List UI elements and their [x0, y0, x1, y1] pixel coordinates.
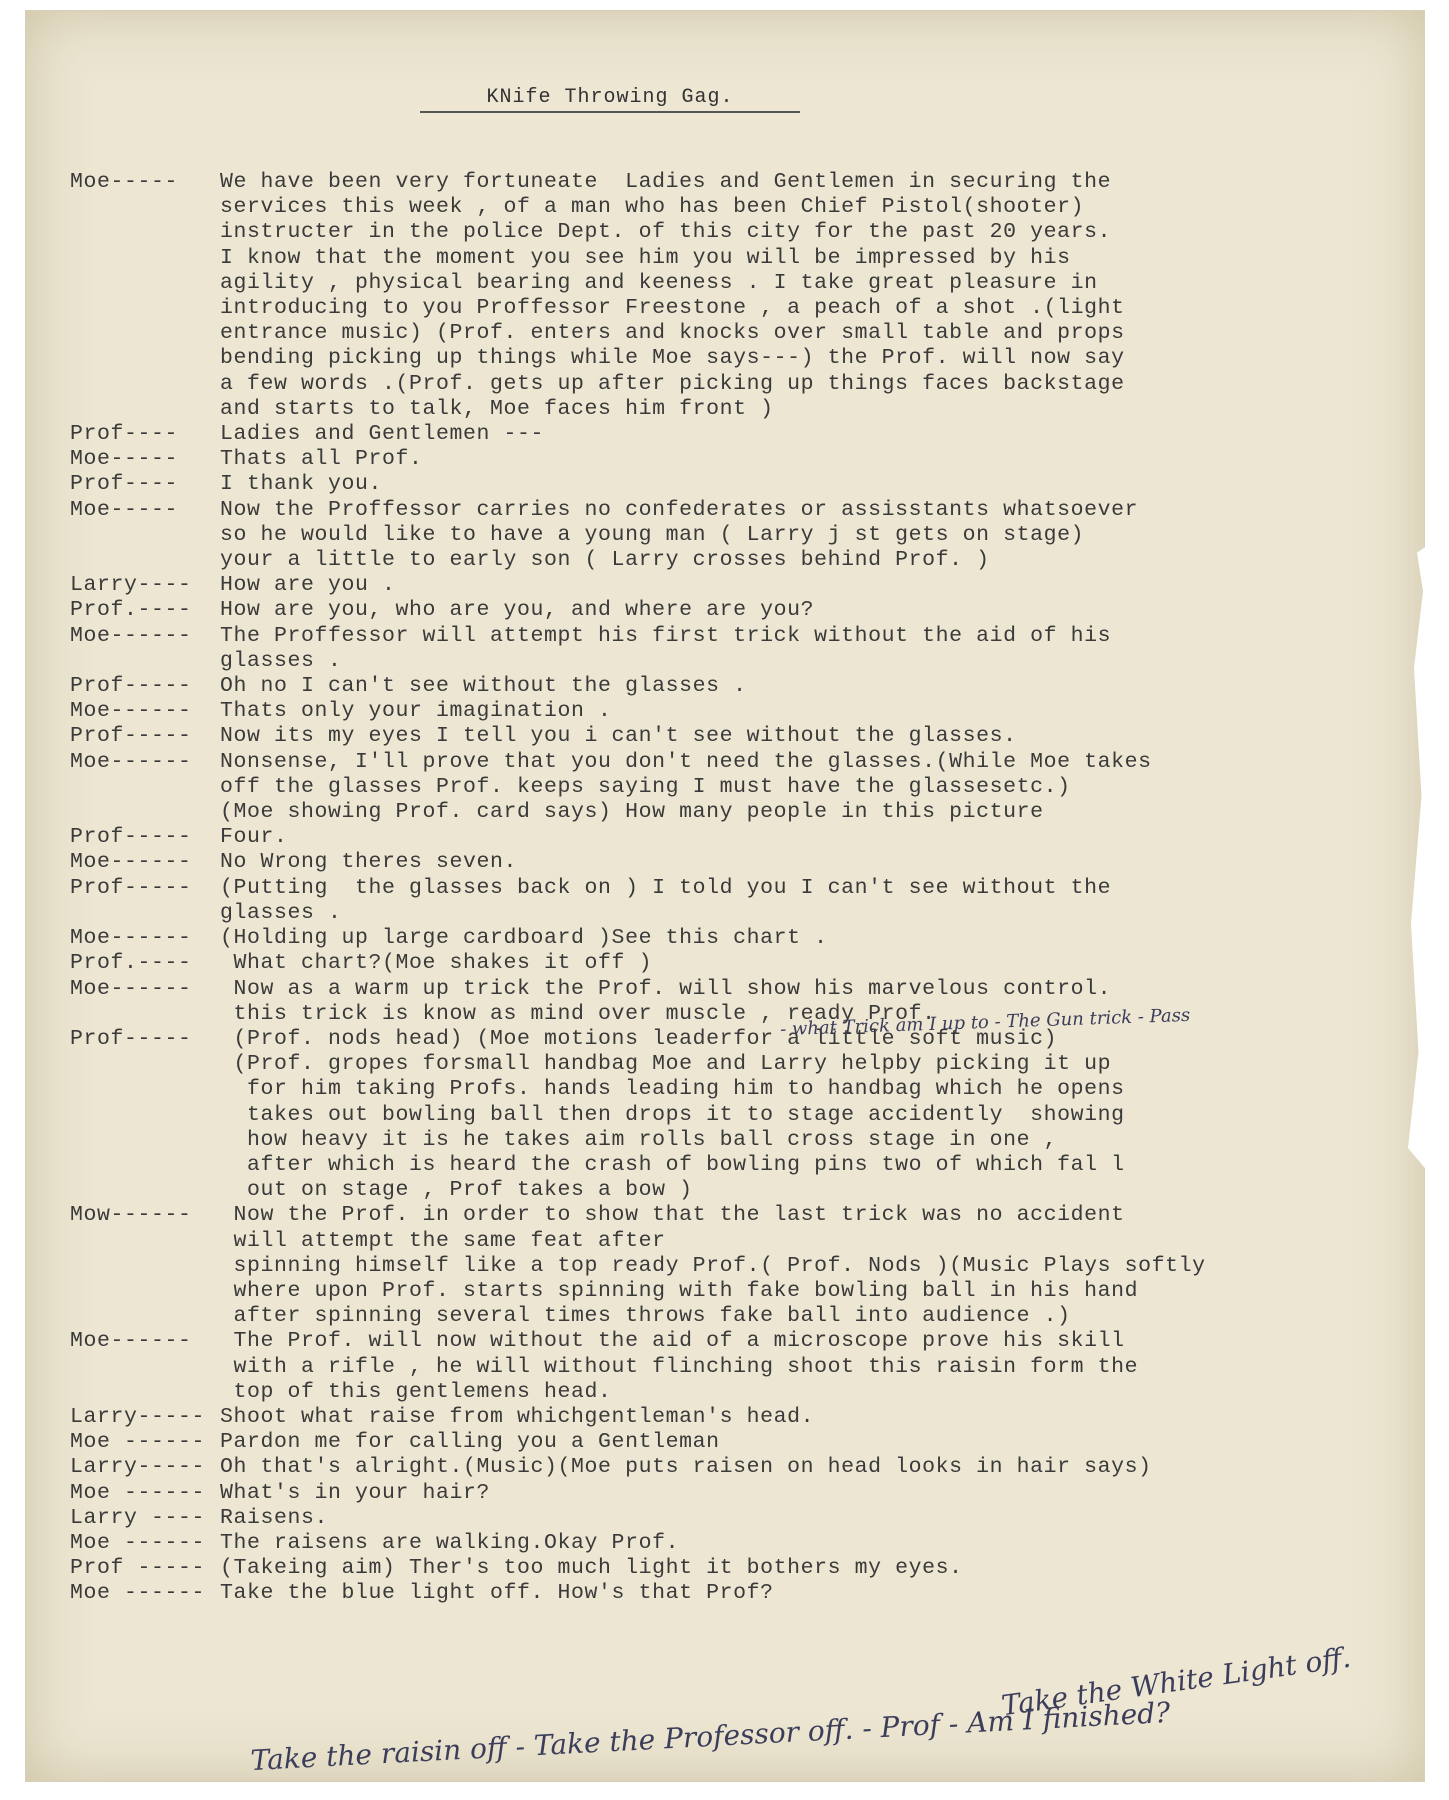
dialogue-text: after which is heard the crash of bowling pins two of which fal l — [220, 1152, 1125, 1177]
script-line — [70, 498, 1370, 523]
dialogue-text: instructer in the police Dept. of this city for the past 20 years. — [220, 220, 1112, 245]
script-line — [70, 926, 1370, 951]
script-line — [70, 850, 1370, 875]
speaker-label: Moe----- — [70, 170, 179, 194]
speaker-label: Moe------ — [70, 623, 192, 648]
dialogue-text: Now its my eyes I tell you i can't see without the glasses. — [220, 724, 1017, 749]
speaker-label: Moe------ — [70, 850, 192, 875]
script-line — [70, 901, 1370, 926]
dialogue-text: this trick is know as mind over muscle , ready Prof. — [220, 1001, 936, 1026]
script-line — [70, 876, 1370, 901]
dialogue-text: Oh no I can't see without the glasses . — [220, 674, 747, 699]
dialogue-text: your a little to early son ( Larry crosses behind Prof. ) — [220, 548, 990, 573]
speaker-label — [70, 1304, 220, 1329]
dialogue-text: The Prof. will now without the aid of a microscope prove his skill — [220, 1329, 1125, 1354]
dialogue-text: Take the blue light off. How's that Prof? — [220, 1581, 774, 1606]
script-line — [70, 598, 1370, 623]
script-line — [70, 372, 1370, 397]
speaker-label: Prof----- — [70, 724, 192, 749]
speaker-label — [70, 649, 220, 674]
speaker-label: Larry----- — [70, 1455, 206, 1480]
dialogue-text: (Putting the glasses back on ) I told you I can't see without the — [220, 875, 1112, 900]
speaker-label — [70, 372, 220, 397]
speaker-label — [70, 523, 220, 548]
script-line — [70, 951, 1370, 976]
script-line — [70, 724, 1370, 749]
script-line — [70, 1178, 1370, 1203]
document-title: KNife Throwing Gag. — [420, 86, 800, 113]
speaker-label: Prof----- — [70, 825, 192, 850]
speaker-label — [70, 775, 220, 800]
handwritten-note-white-light: Take the White Light off. — [999, 1640, 1353, 1723]
dialogue-text: Thats all Prof. — [220, 447, 423, 472]
dialogue-text: We have been very fortuneate Ladies and Gentlemen in securing the — [220, 170, 1112, 194]
dialogue-text: glasses . — [220, 900, 342, 925]
dialogue-text: glasses . — [220, 648, 342, 673]
dialogue-text: introducing to you Proffessor Freestone , a peach of a shot .(light — [220, 296, 1125, 321]
handwritten-note-bottom: Take the raisin off - Take the Professor off. - Prof - Am I finished? — [249, 1695, 1171, 1778]
speaker-label — [70, 1077, 220, 1102]
dialogue-text: top of this gentlemens head. — [220, 1379, 612, 1404]
speaker-label: Larry----- — [70, 1404, 206, 1429]
script-line — [70, 750, 1370, 775]
speaker-label: Moe ------ — [70, 1530, 206, 1555]
script-line — [70, 1254, 1370, 1279]
speaker-label: Moe ------ — [70, 1581, 206, 1606]
speaker-label — [70, 220, 220, 245]
script-line — [70, 523, 1370, 548]
dialogue-text: bending picking up things while Moe says---) the Prof. will now say — [220, 346, 1125, 371]
speaker-label: Prof----- — [70, 674, 192, 699]
speaker-label: Larry---- — [70, 573, 192, 598]
script-line — [70, 246, 1370, 271]
dialogue-text: for him taking Profs. hands leading him to handbag which he opens — [220, 1077, 1125, 1102]
dialogue-text: after spinning several times throws fake ball into audience .) — [220, 1304, 1071, 1329]
speaker-label: Mow------ — [70, 1203, 192, 1228]
speaker-label: Moe----- — [70, 497, 179, 522]
script-line — [70, 1329, 1370, 1354]
dialogue-text: Oh that's alright.(Music)(Moe puts raisen on head looks in hair says) — [220, 1455, 1152, 1480]
dialogue-text: Ladies and Gentlemen --- — [220, 422, 545, 447]
speaker-label: Prof.---- — [70, 951, 192, 976]
speaker-label — [70, 548, 220, 573]
speaker-label: Prof ----- — [70, 1556, 206, 1581]
script-line — [70, 699, 1370, 724]
script-line — [70, 977, 1370, 1002]
speaker-label — [70, 1002, 220, 1027]
script-line — [70, 1229, 1370, 1254]
speaker-label — [70, 1178, 220, 1203]
script-line — [70, 1203, 1370, 1228]
speaker-label: Moe ------ — [70, 1480, 206, 1505]
speaker-label — [70, 296, 220, 321]
script-line — [70, 674, 1370, 699]
speaker-label — [70, 1128, 220, 1153]
speaker-label: Larry ---- — [70, 1505, 206, 1530]
script-line — [70, 800, 1370, 825]
speaker-label — [70, 321, 220, 346]
handwritten-note-margin: - what Trick am I up to - The Gun trick - Pass — [779, 1004, 1191, 1041]
script-line — [70, 1430, 1370, 1455]
script-line — [70, 548, 1370, 573]
script-line — [70, 195, 1370, 220]
speaker-label — [70, 271, 220, 296]
dialogue-text: spinning himself like a top ready Prof.( Prof. Nods )(Music Plays softly — [220, 1253, 1206, 1278]
speaker-label — [70, 1052, 220, 1077]
speaker-label: Prof----- — [70, 1026, 192, 1051]
script-line — [70, 397, 1370, 422]
speaker-label: Moe------ — [70, 699, 192, 724]
speaker-label — [70, 901, 220, 926]
dialogue-text: (Moe showing Prof. card says) How many people in this picture — [220, 800, 1044, 825]
script-line — [70, 1077, 1370, 1102]
dialogue-text: Pardon me for calling you a Gentleman — [220, 1430, 720, 1455]
speaker-label: Prof---- — [70, 422, 179, 447]
script-line — [70, 1103, 1370, 1128]
script-line — [70, 1405, 1370, 1430]
dialogue-text: (Prof. gropes forsmall handbag Moe and Larry helpby picking it up — [220, 1052, 1112, 1077]
dialogue-text: entrance music) (Prof. enters and knocks over small table and props — [220, 321, 1125, 346]
script-line — [70, 1128, 1370, 1153]
dialogue-text: and starts to talk, Moe faces him front ) — [220, 396, 774, 421]
speaker-label: Prof----- — [70, 875, 192, 900]
script-line — [70, 825, 1370, 850]
speaker-label — [70, 246, 220, 271]
dialogue-text: How are you, who are you, and where are you? — [220, 598, 815, 623]
script-line — [70, 1556, 1370, 1581]
dialogue-text: Thats only your imagination . — [220, 699, 612, 724]
dialogue-text: I thank you. — [220, 472, 383, 497]
dialogue-text: Nonsense, I'll prove that you don't need the glasses.(While Moe takes — [220, 749, 1152, 774]
speaker-label — [70, 1279, 220, 1304]
dialogue-text: so he would like to have a young man ( Larry j st gets on stage) — [220, 522, 1085, 547]
script-line — [70, 1380, 1370, 1405]
script-line — [70, 472, 1370, 497]
dialogue-text: Shoot what raise from whichgentleman's head. — [220, 1404, 815, 1429]
dialogue-text: I know that the moment you see him you will be impressed by his — [220, 245, 1071, 270]
script-line — [70, 1304, 1370, 1329]
script-line — [70, 447, 1370, 472]
speaker-label — [70, 1254, 220, 1279]
script-line — [70, 1581, 1370, 1606]
speaker-label — [70, 1229, 220, 1254]
speaker-label — [70, 1153, 220, 1178]
dialogue-text: a few words .(Prof. gets up after picking up things faces backstage — [220, 371, 1125, 396]
dialogue-text: (Prof. nods head) (Moe motions leaderfor a little soft music) — [220, 1026, 1058, 1051]
dialogue-text: with a rifle , he will without flinching shoot this raisin form the — [220, 1354, 1139, 1379]
speaker-label — [70, 346, 220, 371]
script-line — [70, 1481, 1370, 1506]
script-line — [70, 1531, 1370, 1556]
speaker-label — [70, 800, 220, 825]
speaker-label — [70, 195, 220, 220]
dialogue-text: agility , physical bearing and keeness . I take great pleasure in — [220, 270, 1098, 295]
speaker-label: Moe------ — [70, 1329, 192, 1354]
dialogue-text: out on stage , Prof takes a bow ) — [220, 1178, 693, 1203]
speaker-label: Moe------ — [70, 926, 192, 951]
dialogue-text: off the glasses Prof. keeps saying I must have the glassesetc.) — [220, 774, 1071, 799]
script-line — [70, 649, 1370, 674]
script-line — [70, 1052, 1370, 1077]
speaker-label: Moe ------ — [70, 1430, 206, 1455]
dialogue-text: No Wrong theres seven. — [220, 850, 518, 875]
script-line — [70, 220, 1370, 245]
dialogue-text: where upon Prof. starts spinning with fake bowling ball in his hand — [220, 1278, 1139, 1303]
script-line — [70, 170, 1370, 195]
script-line — [70, 271, 1370, 296]
speaker-label — [70, 1380, 220, 1405]
script-line — [70, 573, 1370, 598]
script-body — [70, 170, 1370, 1607]
dialogue-text: The Proffessor will attempt his first trick without the aid of his — [220, 623, 1112, 648]
dialogue-text: Now as a warm up trick the Prof. will show his marvelous control. — [220, 976, 1112, 1001]
dialogue-text: services this week , of a man who has been Chief Pistol(shooter) — [220, 195, 1085, 220]
dialogue-text: What's in your hair? — [220, 1480, 491, 1505]
script-line — [70, 1027, 1370, 1052]
dialogue-text: how heavy it is he takes aim rolls ball cross stage in one , — [220, 1127, 1058, 1152]
dialogue-text: (Holding up large cardboard )See this chart . — [220, 926, 828, 951]
dialogue-text: (Takeing aim) Ther's too much light it bothers my eyes. — [220, 1556, 963, 1581]
script-line — [70, 321, 1370, 346]
dialogue-text: Now the Proffessor carries no confederates or assisstants whatsoever — [220, 497, 1139, 522]
dialogue-text: The raisens are walking.Okay Prof. — [220, 1530, 680, 1555]
dialogue-text: Four. — [220, 825, 288, 850]
speaker-label: Prof---- — [70, 472, 179, 497]
script-line — [70, 422, 1370, 447]
script-line — [70, 346, 1370, 371]
dialogue-text: takes out bowling ball then drops it to stage accidently showing — [220, 1102, 1125, 1127]
dialogue-text: will attempt the same feat after — [220, 1228, 666, 1253]
dialogue-text: Raisens. — [220, 1505, 329, 1530]
speaker-label: Prof.---- — [70, 598, 192, 623]
dialogue-text: How are you . — [220, 573, 396, 598]
speaker-label — [70, 1355, 220, 1380]
speaker-label: Moe----- — [70, 447, 179, 472]
script-line — [70, 296, 1370, 321]
dialogue-text: Now the Prof. in order to show that the last trick was no accident — [220, 1203, 1125, 1228]
script-line — [70, 1279, 1370, 1304]
speaker-label: Moe------ — [70, 749, 192, 774]
script-line — [70, 1506, 1370, 1531]
script-line — [70, 1355, 1370, 1380]
speaker-label: Moe------ — [70, 976, 192, 1001]
dialogue-text: What chart?(Moe shakes it off ) — [220, 951, 653, 976]
script-line — [70, 1153, 1370, 1178]
script-line — [70, 624, 1370, 649]
script-line — [70, 1455, 1370, 1480]
speaker-label — [70, 397, 220, 422]
script-line — [70, 775, 1370, 800]
speaker-label — [70, 1103, 220, 1128]
